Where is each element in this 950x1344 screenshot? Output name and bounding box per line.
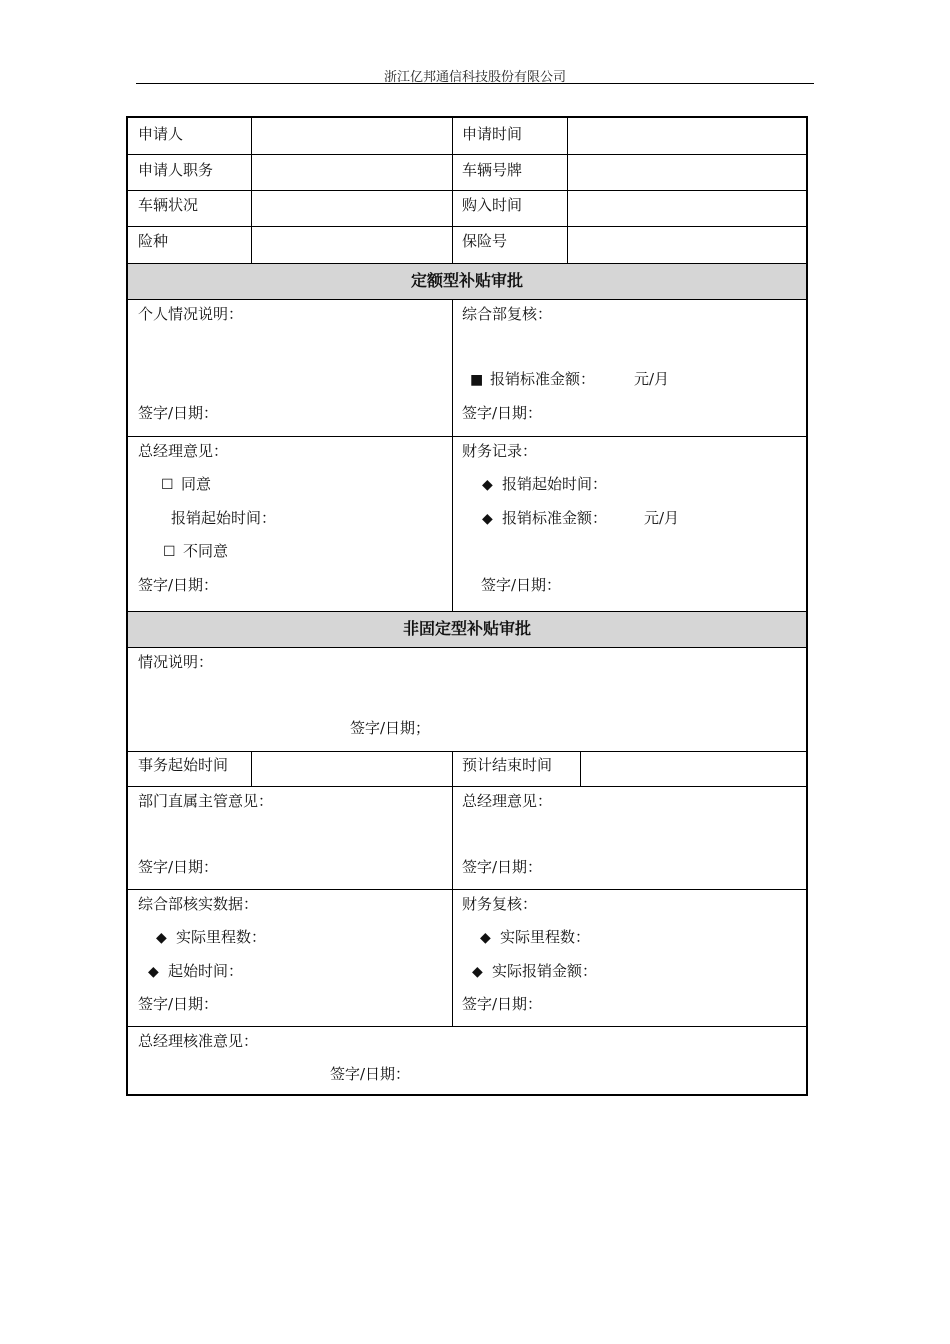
- plate-label: 车辆号牌: [462, 161, 523, 179]
- position-label: 申请人职务: [138, 161, 214, 179]
- gm-sign-label: 签字/日期：: [138, 576, 219, 594]
- finance-amount-unit: 元/月: [644, 509, 680, 527]
- admin-start-line: [148, 962, 243, 981]
- finance-mileage-label: 实际里程数：: [500, 928, 591, 946]
- rule: [251, 751, 252, 786]
- finance-record-label: 财务记录：: [462, 442, 538, 460]
- agree-label: 同意: [181, 475, 212, 493]
- situation-desc-label: 情况说明：: [138, 653, 214, 671]
- finance-sign-label: 签字/日期：: [481, 576, 562, 594]
- finance-amount-label: 报销标准金额：: [502, 509, 608, 527]
- fixed-section-title: 定额型补贴审批: [410, 271, 523, 290]
- admin-amount-label: 报销标准金额：: [490, 370, 596, 388]
- insurance-type-label: 险种: [138, 232, 169, 250]
- square-bullet-icon: ■: [470, 372, 484, 388]
- rule: [580, 751, 581, 786]
- nf-finance-sign-label: 签字/日期：: [462, 995, 543, 1013]
- finance-amount-line: [482, 509, 607, 528]
- rule: [128, 226, 806, 227]
- purchase-time-label: 购入时间: [462, 196, 523, 214]
- gm-opinion-label: 总经理意见：: [138, 442, 229, 460]
- subsidy-form: [126, 116, 808, 1096]
- rule: [452, 118, 453, 263]
- dept-opinion-label: 部门直属主管意见：: [138, 792, 274, 810]
- diamond-bullet-icon: ◆: [480, 930, 491, 946]
- finance-mileage-line: [480, 928, 590, 947]
- rule: [452, 751, 453, 1026]
- finance-start-line: [482, 475, 607, 494]
- final-sign-label: 签字/日期：: [330, 1065, 411, 1083]
- disagree-label: 不同意: [183, 542, 229, 560]
- diamond-bullet-icon: ◆: [482, 477, 493, 493]
- gm-start-time-label: 报销起始时间：: [171, 509, 277, 527]
- admin-start-label: 起始时间：: [168, 962, 244, 980]
- admin-mileage-line: [156, 928, 266, 947]
- nf-gm-sign-label: 签字/日期：: [462, 858, 543, 876]
- admin-review-label: 综合部复核：: [462, 305, 553, 323]
- checkbox-icon[interactable]: ☐: [163, 544, 176, 560]
- apply-time-label: 申请时间: [462, 125, 523, 143]
- admin-mileage-label: 实际里程数：: [176, 928, 267, 946]
- dept-sign-label: 签字/日期：: [138, 858, 219, 876]
- checkbox-icon[interactable]: ☐: [161, 477, 174, 493]
- personal-sign-label: 签字/日期：: [138, 404, 219, 422]
- finance-actual-amount-line: [472, 962, 597, 981]
- nf-admin-sign-label: 签字/日期：: [138, 995, 219, 1013]
- diamond-bullet-icon: ◆: [472, 964, 483, 980]
- finance-review-label: 财务复核：: [462, 895, 538, 913]
- rule: [128, 436, 806, 437]
- header-rule: [136, 83, 814, 84]
- admin-amount-line: [470, 370, 595, 389]
- admin-verify-label: 综合部核实数据：: [138, 895, 259, 913]
- rule: [128, 299, 806, 300]
- rule: [128, 786, 806, 787]
- diamond-bullet-icon: ◆: [482, 511, 493, 527]
- start-time-label: 事务起始时间: [138, 756, 229, 774]
- disagree-option[interactable]: [163, 542, 228, 561]
- rule: [128, 647, 806, 648]
- insurance-no-label: 保险号: [462, 232, 508, 250]
- end-time-label: 预计结束时间: [462, 756, 553, 774]
- finance-start-label: 报销起始时间：: [502, 475, 608, 493]
- agree-option[interactable]: [161, 475, 211, 494]
- diamond-bullet-icon: ◆: [148, 964, 159, 980]
- personal-desc-label: 个人情况说明：: [138, 305, 244, 323]
- final-approval-label: 总经理核准意见：: [138, 1032, 259, 1050]
- admin-sign-label: 签字/日期：: [462, 404, 543, 422]
- situation-sign-label: 签字/日期；: [350, 719, 431, 737]
- nonfixed-section-title: 非固定型补贴审批: [402, 619, 531, 638]
- admin-amount-unit: 元/月: [634, 370, 670, 388]
- nf-gm-opinion-label: 总经理意见：: [462, 792, 553, 810]
- rule: [128, 751, 806, 752]
- rule: [128, 1026, 806, 1027]
- finance-actual-amount-label: 实际报销金额：: [492, 962, 598, 980]
- rule: [128, 190, 806, 191]
- rule: [567, 118, 568, 263]
- rule: [128, 889, 806, 890]
- rule: [251, 118, 252, 263]
- rule: [452, 299, 453, 611]
- company-header: 浙江亿邦通信科技股份有限公司: [383, 70, 566, 85]
- applicant-label: 申请人: [138, 125, 184, 143]
- rule: [128, 154, 806, 155]
- vehicle-status-label: 车辆状况: [138, 196, 199, 214]
- diamond-bullet-icon: ◆: [156, 930, 167, 946]
